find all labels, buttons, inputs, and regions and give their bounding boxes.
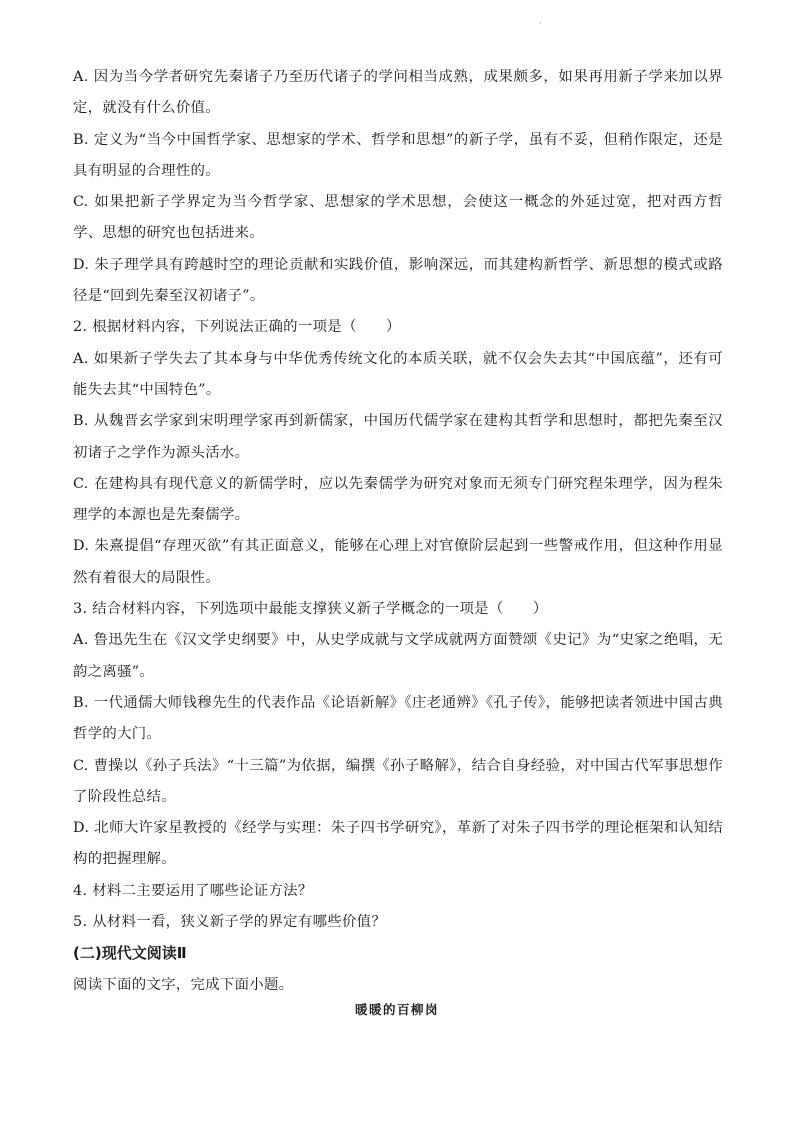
story-title: 暖暖的百柳岗	[354, 1002, 439, 1017]
option-a-q1: A. 因为当今学者研究先秦诸子乃至历代诸子的学问相当成熟，成果颇多，如果再用新子学来加以界定，就没有什么价值。	[73, 69, 723, 117]
page-marker: ·	[539, 19, 542, 28]
reading-instruction: 阅读下面的文字，完成下面小题。	[73, 976, 294, 993]
question-3: 3. 结合材料内容，下列选项中最能支撑狭义新子学概念的一项是（ ）	[73, 601, 548, 618]
question-5: 5. 从材料一看，狭义新子学的界定有哪些价值？	[73, 914, 387, 931]
section-heading: (二)现代文阅读Ⅱ	[73, 944, 187, 963]
question-2: 2. 根据材料内容，下列说法正确的一项是（ ）	[73, 319, 401, 336]
option-d-q3: D. 北师大许家星教授的《经学与实理：朱子四书学研究》，革新了对朱子四书学的理论框架和认知结构的把握理解。	[73, 820, 723, 868]
option-c-q1: C. 如果把新子学界定为当今哲学家、思想家的学术思想，会使这一概念的外延过宽，把对西方哲学、思想的研究也包括进来。	[73, 194, 723, 242]
option-c-q2: C. 在建构具有现代意义的新儒学时，应以先秦儒学为研究对象而无须专门研究程朱理学，因为程朱理学的本源也是先秦儒学。	[73, 475, 723, 524]
option-d-q1: D. 朱子理学具有跨越时空的理论贡献和实践价值，影响深远，而其建构新哲学、新思想的模式或路径是“回到先秦至汉初诸子”。	[73, 256, 723, 305]
option-b-q3: B. 一代通儒大师钱穆先生的代表作品《论语新解》《庄老通辨》《孔子传》，能够把读者领进中国古典哲学的大门。	[73, 694, 723, 743]
option-a-q3: A. 鲁迅先生在《汉文学史纲要》中，从史学成就与文学成就两方面赞颂《史记》为“史家之绝唱，无韵之离骚”。	[73, 632, 723, 680]
question-4: 4. 材料二主要运用了哪些论证方法？	[73, 882, 313, 899]
option-b-q2: B. 从魏晋玄学家到宋明理学家再到新儒家，中国历代儒学家在建构其哲学和思想时，都把先秦至汉初诸子之学作为源头活水。	[73, 413, 723, 461]
option-d-q2: D. 朱熹提倡“存理灭欲”有其正面意义，能够在心理上对官僚阶层起到一些警戒作用，但这种作用显然有着很大的局限性。	[73, 538, 723, 586]
document-body	[73, 62, 723, 1001]
option-c-q3: C. 曹操以《孙子兵法》“十三篇”为依据，编撰《孙子略解》，结合自身经验，对中国古代军事思想作了阶段性总结。	[73, 757, 723, 805]
option-a-q2: A. 如果新子学失去了其本身与中华优秀传统文化的本质关联，就不仅会失去其“中国底蕴”，还有可能失去其“中国特色”。	[73, 350, 723, 398]
option-b-q1: B. 定义为“当今中国哲学家、思想家的学术、哲学和思想”的新子学，虽有不妥，但稍作限定，还是具有明显的合理性的。	[73, 131, 723, 179]
